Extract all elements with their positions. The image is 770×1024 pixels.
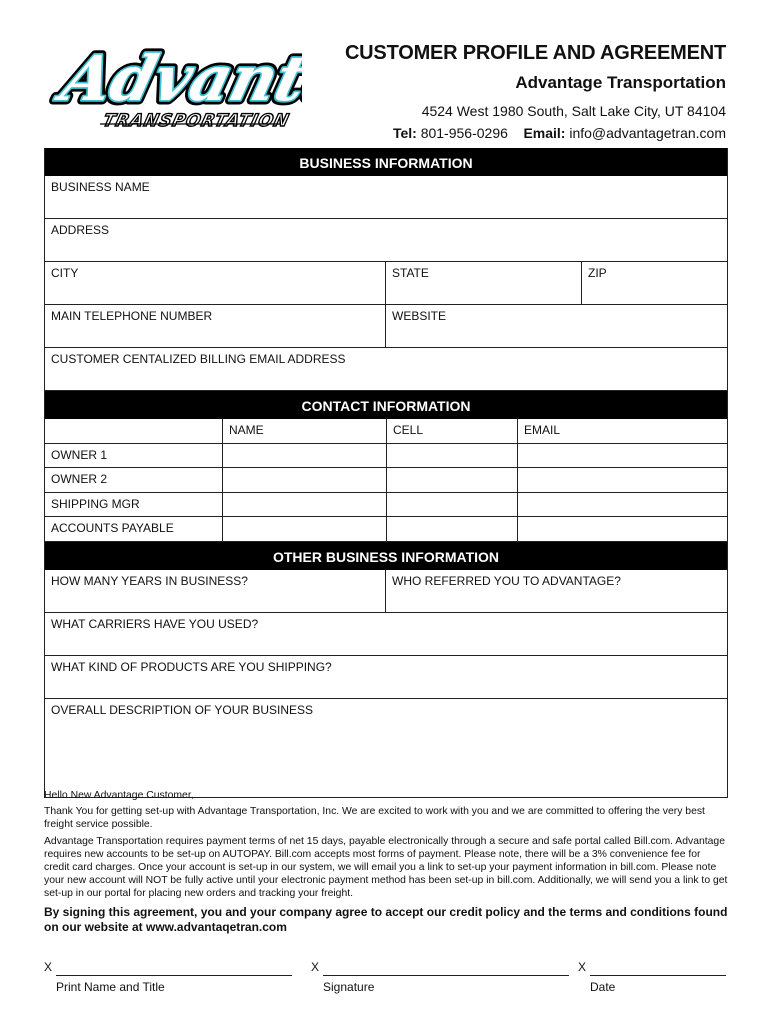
- welcome-letter: [44, 789, 728, 938]
- company-name: Advantage Transportation: [515, 73, 726, 92]
- contact-row-owner2: [45, 468, 727, 493]
- tel-value: 801-956-0296: [420, 125, 508, 141]
- business-description-field[interactable]: OVERALL DESCRIPTION OF YOUR BUSINESS: [51, 702, 314, 717]
- billing-email-field[interactable]: CUSTOMER CENTALIZED BILLING EMAIL ADDRESS: [51, 352, 346, 366]
- letter-paragraph-2: Advantage Transportation requires payment terms of net 15 days, payable electronically through a secure and safe portal called Bill.com. Advantage requires new accounts to be set-up on AUTOPAY. Bill.com accepts most forms of payment. Please note, there will be a 3% convenience fee for credit card charges. Once your account is set-up in our system, we will email you a link to set-up your payment information in bill.com. Please note your new account will NOT be fully active until your electronic payment method has been set-up in bill.com. Additionally, we will send you a link to get set-up in our portal for placing new orders and tracking your freight.: [44, 835, 728, 900]
- x-mark: X: [44, 960, 53, 974]
- logo-wordmark-fill: Advantage: [54, 41, 302, 115]
- shipping-mgr-name-field[interactable]: [223, 493, 387, 517]
- city-field[interactable]: CITY: [45, 262, 386, 304]
- carriers-field[interactable]: WHAT CARRIERS HAVE YOU USED?: [51, 616, 259, 631]
- contact-row-shipping-mgr: [45, 493, 727, 518]
- row-carriers: [45, 613, 727, 656]
- contact-role-header: [45, 419, 223, 443]
- print-name-caption: Print Name and Title: [56, 980, 165, 994]
- header-block: [306, 40, 726, 142]
- tel-label: Tel:: [392, 125, 417, 141]
- agreement-statement: By signing this agreement, you and your company agree to accept our credit policy and the terms and conditions found on our website at www.advantaqetran.com: [44, 904, 728, 934]
- logo-wordmark-outline: Advantage: [54, 41, 302, 115]
- signature-line[interactable]: [323, 975, 569, 976]
- contact-role-label: OWNER 1: [45, 444, 223, 468]
- customer-form: [44, 148, 728, 798]
- zip-field[interactable]: ZIP: [588, 266, 607, 280]
- contact-role-label: ACCOUNTS PAYABLE: [45, 517, 223, 541]
- ap-email-field[interactable]: [518, 517, 725, 541]
- logo-wordmark: Advantage: [54, 41, 302, 115]
- row-years-referred: [45, 570, 727, 613]
- date-caption: Date: [590, 980, 616, 994]
- years-in-business-field[interactable]: HOW MANY YEARS IN BUSINESS?: [45, 570, 386, 612]
- shipping-mgr-cell-field[interactable]: [387, 493, 518, 517]
- business-name-field[interactable]: BUSINESS NAME: [51, 180, 150, 194]
- logo-subtitle: TRANSPORTATION: [100, 111, 292, 131]
- contact-cell-header: CELL: [387, 419, 518, 443]
- row-products: [45, 656, 727, 699]
- owner1-name-field[interactable]: [223, 444, 387, 468]
- date-line[interactable]: [590, 975, 726, 976]
- other-info-heading: OTHER BUSINESS INFORMATION: [45, 542, 727, 570]
- page-title: CUSTOMER PROFILE AND AGREEMENT: [344, 42, 726, 64]
- owner1-email-field[interactable]: [518, 444, 725, 468]
- row-description: [45, 699, 727, 798]
- email-value: info@advantagetran.com: [569, 125, 726, 141]
- shipping-mgr-email-field[interactable]: [518, 493, 725, 517]
- owner1-cell-field[interactable]: [387, 444, 518, 468]
- owner2-name-field[interactable]: [223, 468, 387, 492]
- company-address: 4524 West 1980 South, Salt Lake City, UT 84104: [421, 103, 726, 119]
- state-field[interactable]: STATE: [386, 262, 582, 304]
- letter-greeting: Hello New Advantage Customer,: [44, 790, 194, 801]
- contact-role-label: SHIPPING MGR: [45, 493, 223, 517]
- products-field[interactable]: WHAT KIND OF PRODUCTS ARE YOU SHIPPING?: [51, 659, 332, 674]
- contact-info-heading: CONTACT INFORMATION: [45, 391, 727, 419]
- row-business-name: [45, 176, 727, 219]
- company-contact: [306, 124, 726, 142]
- contact-header-row: [45, 419, 727, 444]
- address-field[interactable]: ADDRESS: [51, 223, 110, 237]
- row-address: [45, 219, 727, 262]
- row-phone-website: [45, 305, 727, 348]
- referred-by-field[interactable]: WHO REFERRED YOU TO ADVANTAGE?: [392, 573, 621, 588]
- ap-cell-field[interactable]: [387, 517, 518, 541]
- row-city-state-zip: [45, 262, 727, 305]
- contact-email-header: EMAIL: [524, 423, 561, 437]
- ap-name-field[interactable]: [223, 517, 387, 541]
- contact-row-owner1: [45, 444, 727, 469]
- signature-caption: Signature: [323, 980, 375, 994]
- row-billing-email: [45, 348, 727, 391]
- owner2-email-field[interactable]: [518, 468, 725, 492]
- contact-row-accounts-payable: [45, 517, 727, 542]
- website-field[interactable]: WEBSITE: [392, 309, 447, 323]
- contact-role-label: OWNER 2: [45, 468, 223, 492]
- letter-paragraph-1: Thank You for getting set-up with Advantage Transportation, Inc. We are excited to work with you and we are committed to offering the very best freight service possible.: [44, 806, 705, 831]
- email-label: Email:: [523, 125, 566, 141]
- company-logo: [40, 30, 302, 142]
- business-info-heading: BUSINESS INFORMATION: [45, 148, 727, 176]
- owner2-cell-field[interactable]: [387, 468, 518, 492]
- main-phone-field[interactable]: MAIN TELEPHONE NUMBER: [45, 305, 386, 347]
- x-mark: X: [311, 960, 320, 974]
- contact-name-header: NAME: [223, 419, 387, 443]
- x-mark: X: [578, 960, 587, 974]
- print-name-line[interactable]: [56, 975, 292, 976]
